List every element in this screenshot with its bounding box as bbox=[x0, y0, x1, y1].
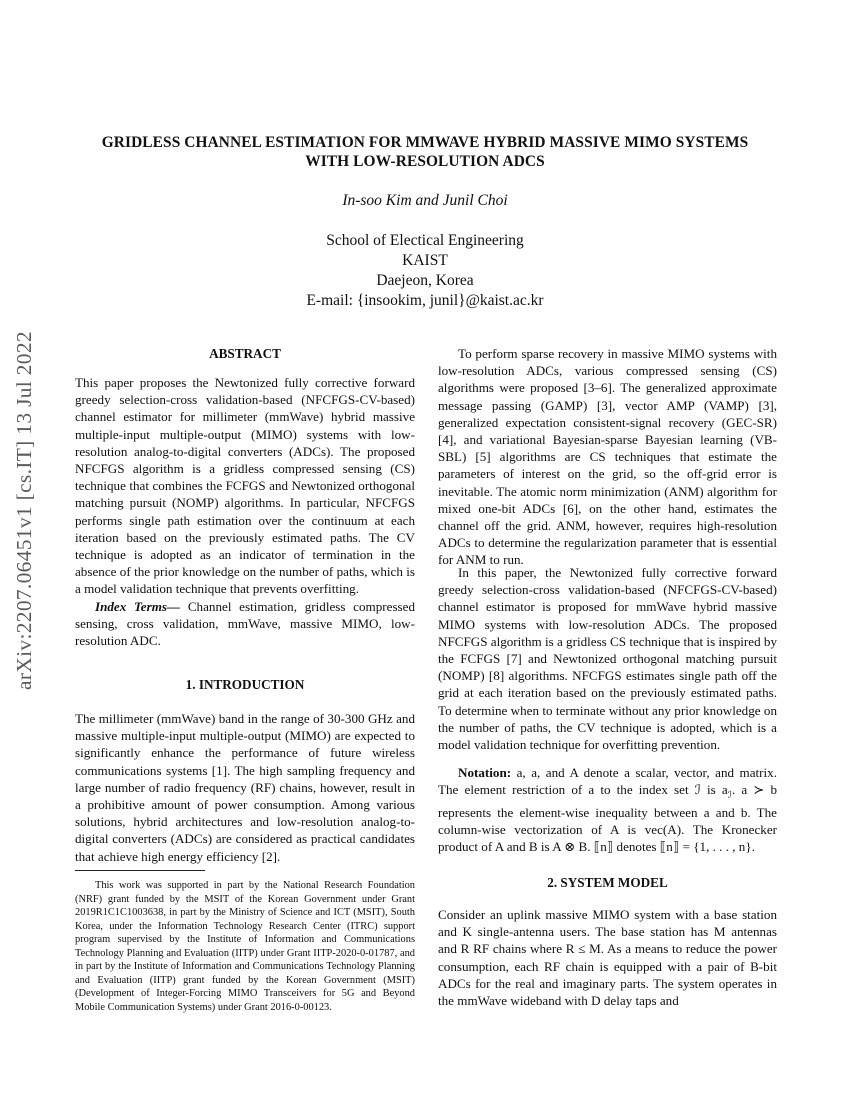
index-terms-label: Index Terms— bbox=[95, 599, 181, 614]
system-model-body bbox=[438, 906, 777, 1009]
footnote-rule bbox=[75, 870, 205, 871]
title-line-2: WITH LOW-RESOLUTION ADCS bbox=[305, 153, 545, 170]
introduction-heading-text: 1. INTRODUCTION bbox=[185, 677, 305, 692]
system-model-heading-text: 2. SYSTEM MODEL bbox=[547, 875, 668, 890]
notation-subscript: ℐ bbox=[727, 789, 732, 800]
introduction-text-3: In this paper, the Newtonized fully corrective forward greedy selection-cross validation-based (NFCFGS-CV-based) channel estimator is proposed for mmWave hybrid massive MIMO systems with low-resolution ADCs. The proposed NFCFGS algorithm is a gridless CS technique that is inspired by the FCFGS [7] and Newtonized orthogonal matching pursuit (NOMP) [8] algorithms. NFCFGS estimates single path off the grid at each iteration based on the previously estimated paths. To determine when to terminate without any prior knowledge on the number of paths, the CV technique is adopted, which is a model validation technique for overfitting prevention. bbox=[438, 565, 777, 753]
affiliation-city: Daejeon, Korea bbox=[376, 272, 474, 289]
system-model-text: Consider an uplink massive MIMO system with a base station and K single-antenna users. The base station has M antennas and R RF chains where R ≤ M. As a means to reduce the power consumption, each RF chain is equipped with a pair of B-bit ADCs for the real and imaginary parts. The system operates in the mmWave wideband with D delay taps and bbox=[438, 907, 777, 1009]
abstract-body bbox=[75, 374, 415, 598]
affiliation-school: School of Electical Engineering bbox=[326, 232, 524, 249]
arxiv-identifier bbox=[4, 290, 52, 690]
notation-label: Notation: bbox=[458, 765, 512, 780]
notation-text-2: . a ≻ b represents the element-wise inequality between a and b. The column-wise vectorization of A is vec(A). The Kronecker product of A and B is A ⊗ B. ⟦n⟧ denotes ⟦n⟧ = {1, . . . , n}. bbox=[438, 782, 777, 855]
index-terms bbox=[75, 598, 415, 650]
title-line-1: GRIDLESS CHANNEL ESTIMATION FOR MMWAVE HYBRID MASSIVE MIMO SYSTEMS bbox=[101, 134, 749, 151]
affiliation-institute: KAIST bbox=[402, 252, 448, 269]
introduction-heading bbox=[75, 676, 415, 693]
paper-title bbox=[60, 133, 790, 171]
notation-paragraph bbox=[438, 764, 777, 856]
system-model-heading bbox=[438, 874, 777, 891]
abstract-heading-text: ABSTRACT bbox=[209, 346, 281, 361]
introduction-text-2: To perform sparse recovery in massive MIMO systems with low-resolution ADCs, various compressed sensing (CS) algorithms were proposed [3–6]. The generalized approximate message passing (GAMP) [3], vector AMP (VAMP) [3], generalized expectation consistent-signal recovery (GEC-SR) [4], and variational Bayesian-sparse Bayesian learning (VB-SBL) [5] algorithms are CS techniques that estimate the parameters of interest on the grid, so the off-grid error is inevitable. The atomic norm minimization (ANM) algorithm for mixed one-bit ADCs [6], on the other hand, estimates the channel off the grid. ANM, however, requires high-resolution ADCs to determine the regularization parameter that is essential for ANM to run. bbox=[438, 346, 777, 568]
introduction-text-1: The millimeter (mmWave) band in the range of 30-300 GHz and massive multiple-input multiple-output (MIMO) are expected to significantly enhance the performance of future wireless communications systems [1]. The high sampling frequency and large number of radio frequency (RF) chains, however, result in a prohibitive amount of power consumption. Among various solutions, hybrid architectures and low-resolution analog-to-digital converters (ADCs) are considered as practical candidates that achieve high energy efficiency [2]. bbox=[75, 711, 415, 864]
introduction-para-2 bbox=[438, 345, 777, 569]
affiliation bbox=[0, 231, 850, 311]
index-terms-text: Channel estimation, gridless compressed sensing, cross validation, mmWave, massive MIMO, low-resolution ADC. bbox=[75, 599, 415, 649]
abstract-text: This paper proposes the Newtonized fully corrective forward greedy selection-cross validation-based (NFCFGS-CV-based) channel estimator for millimeter (mmWave) hybrid massive multiple-input multiple-output (MIMO) systems with low-resolution analog-to-digital converters (ADCs). The proposed NFCFGS algorithm is a gridless compressed sensing (CS) technique that combines the FCFGS and Newtonized orthogonal matching pursuit (NOMP) algorithms. In particular, NFCFGS performs single path estimation over the continuum at each iteration based on the previously estimated paths. The CV technique is adopted as an indicator of termination in the absence of the prior knowledge on the number of paths, which is a model validation technique that prevents overfitting. bbox=[75, 375, 415, 597]
affiliation-email: E-mail: {insookim, junil}@kaist.ac.kr bbox=[306, 292, 544, 309]
footnote bbox=[75, 879, 415, 1014]
notation-text-1: a, a, and A denote a scalar, vector, and matrix. The element restriction of a to the index set ℐ is a bbox=[438, 765, 777, 798]
arxiv-identifier-text: arXiv:2207.06451v1 [cs.IT] 13 Jul 2022 bbox=[12, 331, 36, 690]
footnote-text: This work was supported in part by the National Research Foundation (NRF) grant funded by the MSIT of the Korean Government under Grant 2019R1C1C1003638, in part by the Ministry of Science and ICT (MSIT), South Korea, under the Information Technology Research Center (ITRC) support program supervised by the Institute of Information and Communications Technology Planning and Evaluation (IITP) under Grant IITP-2020-0-01787, and in part by the Institute of Information and Communications Technology Planning and Evaluation (IITP) grant funded by the Korean Government (MSIT) (Development of Integer-Forcing MIMO Transceivers for 5G and Beyond Mobile Communication Systems) under Grant 2016-0-00123. bbox=[75, 880, 415, 1013]
introduction-para-3 bbox=[438, 564, 777, 753]
abstract-heading bbox=[75, 345, 415, 362]
authors: In-soo Kim and Junil Choi bbox=[342, 192, 508, 209]
introduction-para-1 bbox=[75, 710, 415, 865]
